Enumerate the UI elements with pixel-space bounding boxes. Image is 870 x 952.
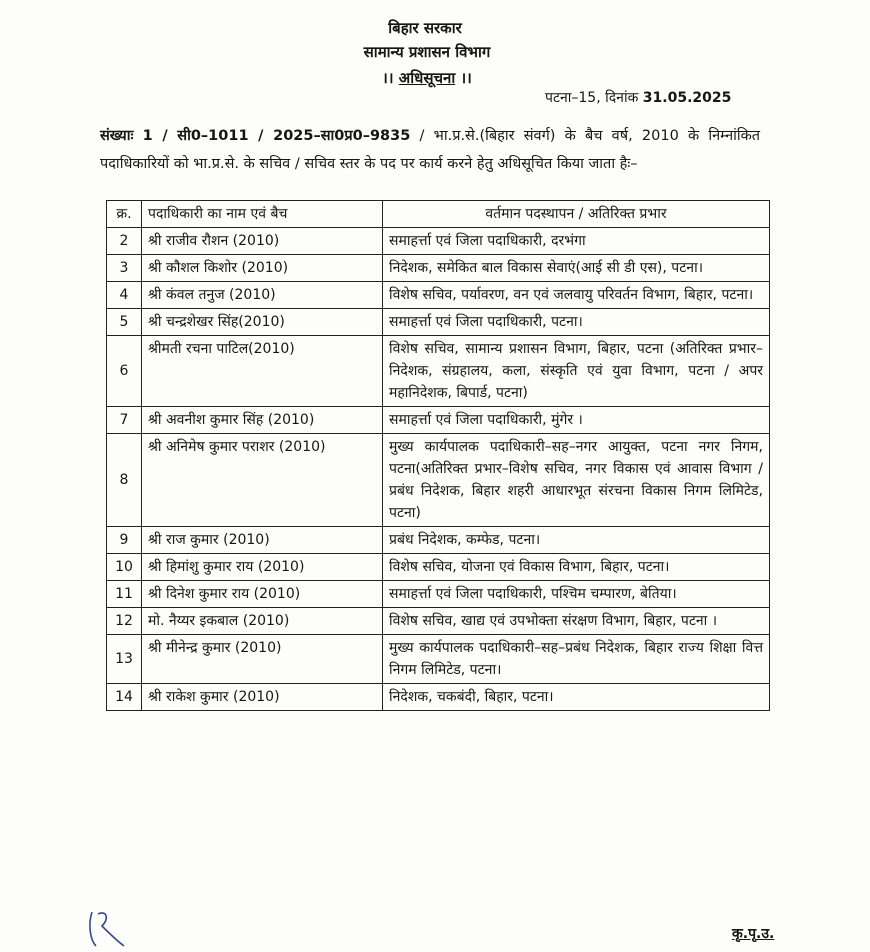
table-row bbox=[107, 309, 770, 336]
row-posting: समाहर्त्ता एवं जिला पदाधिकारी, दरभंगा bbox=[383, 228, 770, 255]
row-sno: 9 bbox=[107, 527, 142, 554]
row-sno: 11 bbox=[107, 581, 142, 608]
row-sno: 14 bbox=[107, 684, 142, 711]
table-row bbox=[107, 608, 770, 635]
table-header-row bbox=[107, 201, 770, 228]
row-posting: विशेष सचिव, पर्यावरण, वन एवं जलवायु परिवर्तन विभाग, बिहार, पटना। bbox=[383, 282, 770, 309]
row-sno: 12 bbox=[107, 608, 142, 635]
row-officer-name: श्री दिनेश कुमार राय (2010) bbox=[142, 581, 383, 608]
row-officer-name: श्रीमती रचना पाटिल(2010) bbox=[142, 336, 383, 407]
header-post: वर्तमान पदस्थापन / अतिरिक्त प्रभार bbox=[383, 201, 770, 228]
row-officer-name: श्री हिमांशु कुमार राय (2010) bbox=[142, 554, 383, 581]
table-row bbox=[107, 336, 770, 407]
number-value: 1 / सी0–1011 / 2025–सा0प्र0–9835 bbox=[142, 128, 411, 144]
continued-marker: कृ.पृ.उ. bbox=[732, 926, 775, 942]
row-officer-name: श्री राजीव रौशन (2010) bbox=[142, 228, 383, 255]
row-officer-name: श्री कंवल तनुज (2010) bbox=[142, 282, 383, 309]
row-sno: 4 bbox=[107, 282, 142, 309]
row-sno: 7 bbox=[107, 407, 142, 434]
header-sno: क्र. bbox=[107, 201, 142, 228]
row-posting: विशेष सचिव, सामान्य प्रशासन विभाग, बिहार, पटना (अतिरिक्त प्रभार–निदेशक, संग्रहालय, कला, संस्कृति एवं युवा विभाग, पटना / अपर महानिदेशक, बिपार्ड, पटना) bbox=[383, 336, 770, 407]
row-officer-name: श्री मीनेन्द्र कुमार (2010) bbox=[142, 635, 383, 684]
row-sno: 13 bbox=[107, 635, 142, 684]
body-text: / भा.प्र.से.(बिहार संवर्ग) के बैच वर्ष, 2010 के निम्नांकित पदाधिकारियों को भा.प्र.से. के सचिव / सचिव स्तर के पद पर कार्य करने हेतु अधिसूचित किया जाता हैः– bbox=[100, 128, 761, 172]
table-row bbox=[107, 255, 770, 282]
number-label: संख्याः bbox=[100, 128, 134, 144]
row-posting: प्रबंध निदेशक, कम्फेड, पटना। bbox=[383, 527, 770, 554]
government-title: बिहार सरकार bbox=[388, 19, 462, 37]
place-text: पटना–15, दिनांक bbox=[545, 90, 639, 106]
table-row bbox=[107, 635, 770, 684]
table-row bbox=[107, 228, 770, 255]
row-officer-name: मो. नैय्यर इकबाल (2010) bbox=[142, 608, 383, 635]
header-name: पदाधिकारी का नाम एवं बैच bbox=[142, 201, 383, 228]
row-officer-name: श्री अवनीश कुमार सिंह (2010) bbox=[142, 407, 383, 434]
row-sno: 2 bbox=[107, 228, 142, 255]
row-officer-name: श्री राकेश कुमार (2010) bbox=[142, 684, 383, 711]
row-sno: 8 bbox=[107, 434, 142, 527]
notification-title-prefix: ।। bbox=[382, 69, 394, 87]
row-officer-name: श्री राज कुमार (2010) bbox=[142, 527, 383, 554]
notification-title-suffix: ।। bbox=[460, 69, 472, 87]
row-officer-name: श्री अनिमेष कुमार पराशर (2010) bbox=[142, 434, 383, 527]
department-title: सामान्य प्रशासन विभाग bbox=[363, 43, 491, 61]
table-row bbox=[107, 527, 770, 554]
table-row bbox=[107, 554, 770, 581]
table-row bbox=[107, 684, 770, 711]
officers-table bbox=[106, 200, 770, 711]
row-posting: निदेशक, समेकित बाल विकास सेवाएं(आई सी डी एस), पटना। bbox=[383, 255, 770, 282]
notification-title bbox=[0, 68, 862, 88]
row-posting: विशेष सचिव, खाद्य एवं उपभोक्ता संरक्षण विभाग, बिहार, पटना । bbox=[383, 608, 770, 635]
notification-heading: अधिसूचना bbox=[398, 69, 456, 87]
signature-mark bbox=[86, 906, 146, 950]
table-row bbox=[107, 282, 770, 309]
row-officer-name: श्री कौशल किशोर (2010) bbox=[142, 255, 383, 282]
row-posting: समाहर्त्ता एवं जिला पदाधिकारी, पटना। bbox=[383, 309, 770, 336]
table-row bbox=[107, 434, 770, 527]
row-sno: 5 bbox=[107, 309, 142, 336]
table-row bbox=[107, 407, 770, 434]
place-date bbox=[545, 88, 731, 107]
date-text: 31.05.2025 bbox=[642, 90, 732, 106]
row-posting: मुख्य कार्यपालक पदाधिकारी–सह–प्रबंध निदेशक, बिहार राज्य शिक्षा वित्त निगम लिमिटेड, पटना। bbox=[383, 635, 770, 684]
row-officer-name: श्री चन्द्रशेखर सिंह(2010) bbox=[142, 309, 383, 336]
row-posting: निदेशक, चकबंदी, बिहार, पटना। bbox=[383, 684, 770, 711]
row-posting: समाहर्त्ता एवं जिला पदाधिकारी, पश्चिम चम्पारण, बेतिया। bbox=[383, 581, 770, 608]
row-posting: समाहर्त्ता एवं जिला पदाधिकारी, मुंगेर । bbox=[383, 407, 770, 434]
row-posting: विशेष सचिव, योजना एवं विकास विभाग, बिहार, पटना। bbox=[383, 554, 770, 581]
row-sno: 3 bbox=[107, 255, 142, 282]
notification-body bbox=[100, 122, 760, 178]
row-sno: 6 bbox=[107, 336, 142, 407]
row-posting: मुख्य कार्यपालक पदाधिकारी–सह–नगर आयुक्त, पटना नगर निगम, पटना(अतिरिक्त प्रभार–विशेष सचिव, नगर विकास एवं आवास विभाग / प्रबंध निदेशक, बिहार शहरी आधारभूत संरचना विकास निगम लिमिटेड, पटना) bbox=[383, 434, 770, 527]
row-sno: 10 bbox=[107, 554, 142, 581]
table-row bbox=[107, 581, 770, 608]
